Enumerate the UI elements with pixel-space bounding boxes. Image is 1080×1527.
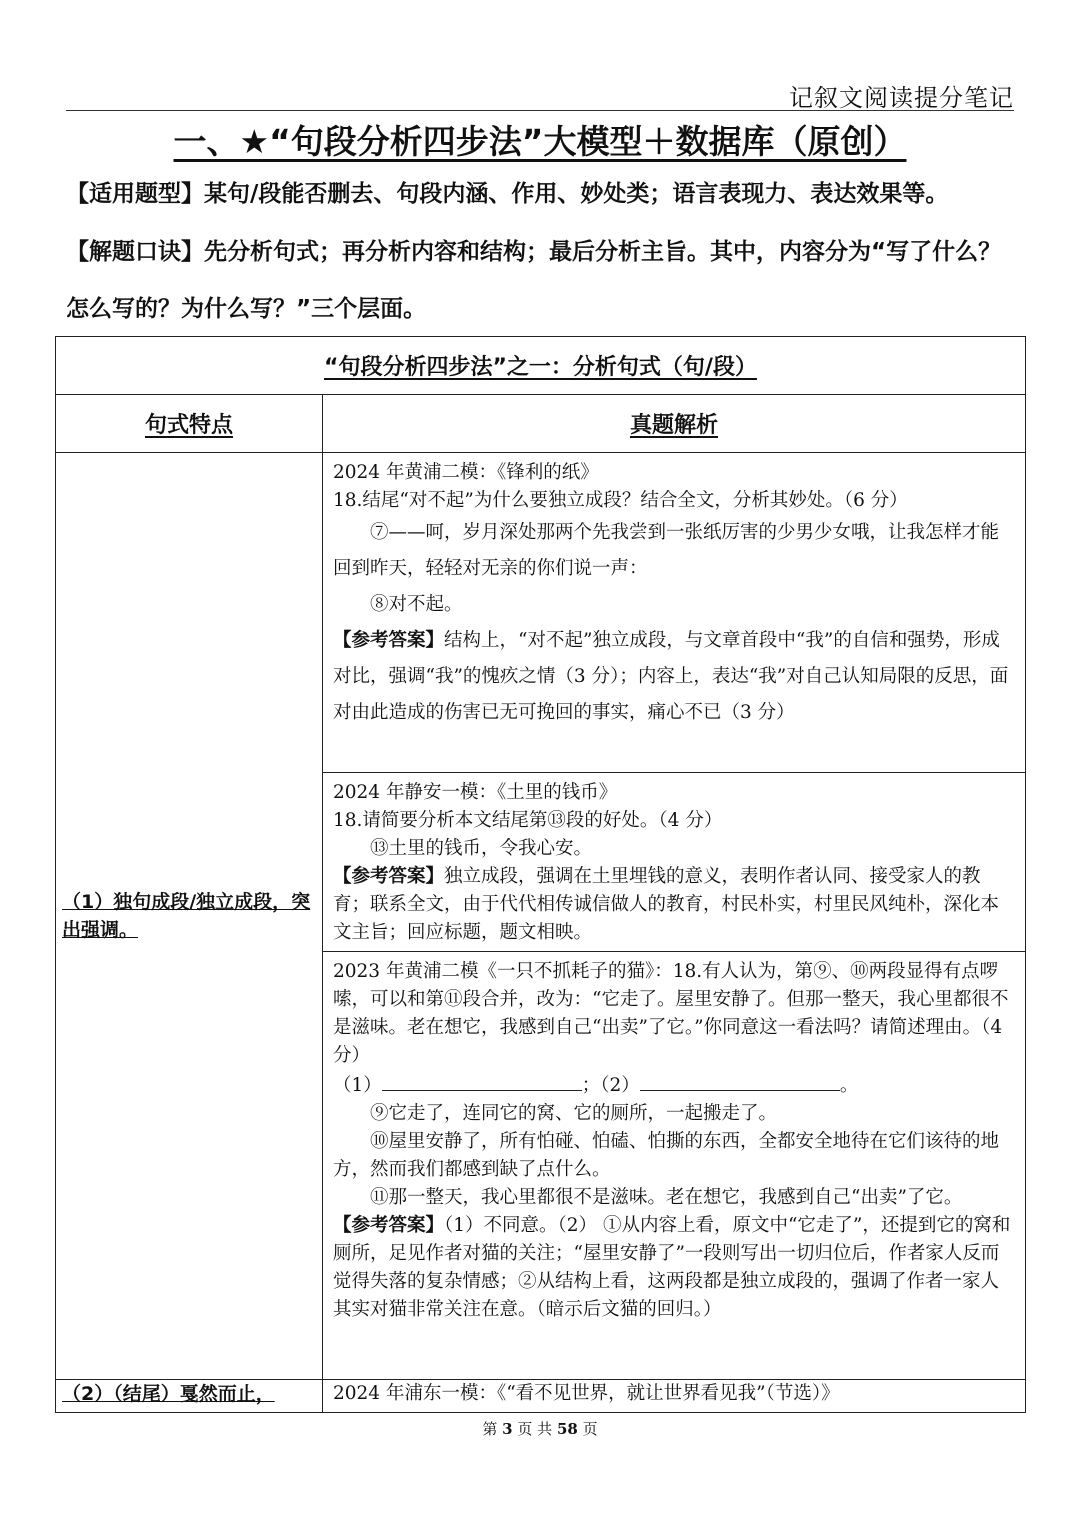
answer-tag: 【参考答案】 (333, 866, 445, 887)
example-3-passage-11: ⑪那一整天，我心里都很不是滋味。老在想它，我感到自己“出卖”了它。 (370, 1187, 963, 1208)
feature-label-standalone: （1）独句成段/独立成段，突出强调。 (62, 891, 311, 941)
example-2-source: 2024 年静安一模：《土里的钱币》 (333, 782, 618, 803)
page-title (0, 116, 1080, 163)
answer-tag: 【参考答案】 (333, 1215, 445, 1236)
example-cell-2 (323, 773, 1026, 952)
example-cell-1 (323, 453, 1026, 773)
example-1-source: 2024 年黄浦二模：《锋利的纸》 (333, 462, 599, 483)
document-header-title: 记叙文阅读提分笔记 (789, 84, 1014, 112)
example-4-source: 2024 年浦东一模：《“看不见世界，就让世界看见我”（节选）》 (333, 1383, 840, 1404)
table-caption-text: “句段分析四步法”之一：分析句式（句/段） (324, 355, 757, 380)
feature-label-abrupt-end: （2）（结尾）戛然而止， (62, 1383, 275, 1405)
example-3-blanks (333, 1070, 1017, 1100)
analysis-table (55, 336, 1026, 1413)
example-cell-4 (323, 1380, 1026, 1413)
answer-blank-2 (640, 1070, 840, 1091)
page-footer (0, 1418, 1080, 1439)
applicable-types-paragraph: 【适用题型】某句/段能否删去、句段内涵、作用、妙处类；语言表现力、表达效果等。 (66, 181, 949, 207)
example-2-question: 18.请简要分析本文结尾第⑬段的好处。（4 分） (333, 810, 723, 831)
column-header-analysis (323, 395, 1026, 453)
example-1-answer-text: 结构上，“对不起”独立成段，与文章首段中“我”的自信和强势，形成对比，强调“我”的愧疚之情（3 分）；内容上，表达“我”对自己认知局限的反思，面对由此造成的伤害已无可挽回的事实，痛心不已（3 分） (333, 630, 1009, 723)
example-3-answer-text: （1）不同意。（2） ①从内容上看，原文中“它走了”，还提到它的窝和厕所，足见作者对猫的关注；“屋里安静了”一段则写出一切归位后，作者家人反而觉得失落的复杂情感；②从结构上看，这两段都是独立成段的，强调了作者一家人其实对猫非常关注在意。（暗示后文猫的回归。） (333, 1215, 1011, 1320)
column-header-features-text: 句式特点 (144, 413, 233, 438)
example-2-answer-text: 独立成段，强调在土里埋钱的意义，表明作者认同、接受家人的教育；联系全文，由于代代相传诚信做人的教育，村民朴实，村里民风纯朴，深化本文主旨；回应标题，题文相映。 (333, 866, 1000, 943)
example-1-answer (333, 623, 1017, 731)
answer-blank-1 (382, 1070, 582, 1091)
blank-end: 。 (839, 1075, 859, 1096)
current-page-number: 3 (502, 1420, 513, 1438)
feature-cell-abrupt-end (56, 1380, 323, 1413)
blank-2-label: ；（2） (581, 1075, 640, 1096)
column-header-analysis-text: 真题解析 (629, 413, 718, 438)
feature-cell-standalone (56, 453, 323, 1380)
example-3-intro: 2023 年黄浦二模《一只不抓耗子的猫》：18.有人认为，第⑨、⑩两段显得有点啰嗦，可以和第⑪段合并，改为：“它走了。屋里安静了。但那一整天，我心里都很不是滋味。老在想它，我感到自己“出卖”了它。”你同意这一看法吗？请简述理由。（4 分） (333, 961, 1009, 1066)
footer-suffix: 页 (582, 1420, 598, 1438)
footer-prefix: 第 (482, 1420, 498, 1438)
blank-1-label: （1） (333, 1075, 382, 1096)
header-divider (66, 110, 1014, 111)
example-2-passage: ⑬土里的钱币，令我心安。 (370, 838, 593, 859)
page-title-text: 一、★“句段分析四步法”大模型＋数据库（原创） (173, 122, 907, 161)
footer-mid: 页 共 (517, 1420, 553, 1438)
column-header-features (56, 395, 323, 453)
example-2-answer (333, 863, 1017, 947)
example-3-answer (333, 1212, 1017, 1324)
example-1-passage-8: ⑧对不起。 (370, 594, 463, 615)
example-cell-3 (323, 952, 1026, 1380)
example-3-passage-10: ⑩屋里安静了，所有怕碰、怕磕、怕撕的东西，全都安全地待在它们该待的地方，然而我们都感到缺了点什么。 (333, 1131, 1000, 1180)
example-3-passage-9: ⑨它走了，连同它的窝、它的厕所，一起搬走了。 (370, 1103, 778, 1124)
answer-tag: 【参考答案】 (333, 630, 445, 651)
total-page-count: 58 (556, 1420, 578, 1438)
solving-formula-paragraph: 【解题口诀】先分析句式；再分析内容和结构；最后分析主旨。其中，内容分为“写了什么？怎么写的？为什么写？”三个层面。 (66, 239, 1002, 322)
example-1-passage-7: ⑦——呵，岁月深处那两个先我尝到一张纸厉害的少男少女哦，让我怎样才能回到昨天，轻轻对无亲的你们说一声： (333, 522, 1000, 579)
table-caption (56, 337, 1026, 395)
example-1-question: 18.结尾“对不起”为什么要独立成段？结合全文，分析其妙处。（6 分） (333, 490, 908, 511)
